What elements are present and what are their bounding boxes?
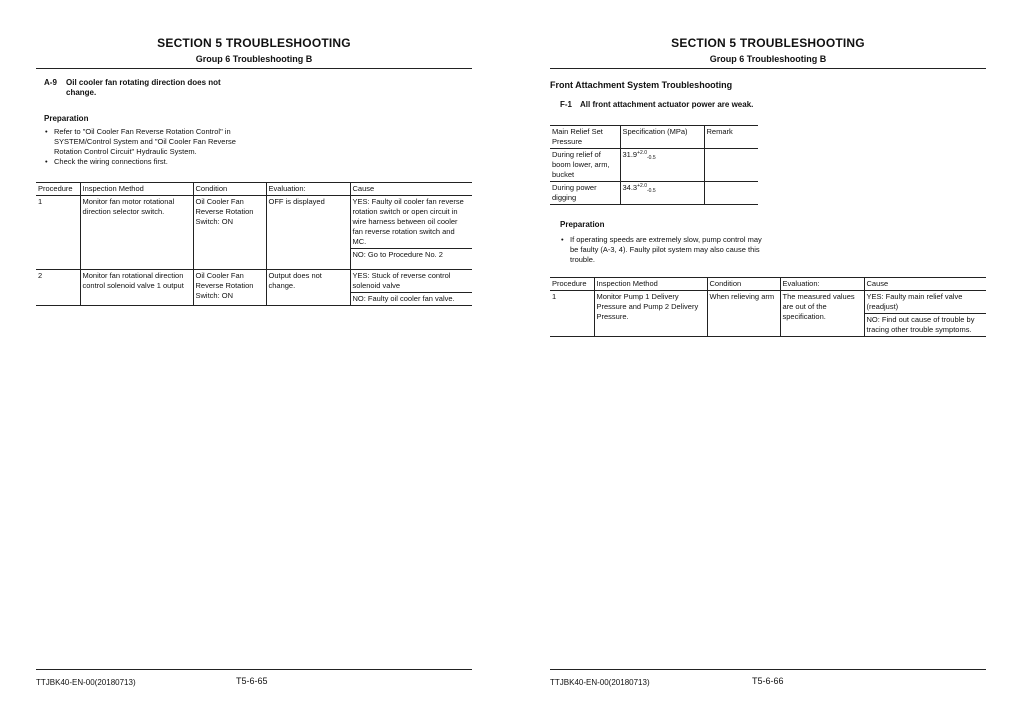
col-header-cause: Cause: [350, 183, 472, 196]
col-header-procedure: Procedure: [36, 183, 80, 196]
item-title: All front attachment actuator power are weak.: [580, 100, 754, 109]
preparation-bullet: • If operating speeds are extremely slow, pump control may be faulty (A-3, 4). Faulty pilot system may also cause this trouble.: [560, 235, 765, 265]
page-number: T5-6-65: [236, 676, 268, 686]
table-row: [36, 196, 472, 270]
table-row: [550, 291, 986, 337]
troubleshooting-table: [550, 277, 986, 337]
condition-cell: When relieving arm: [707, 291, 780, 337]
col-header-inspection: Inspection Method: [594, 278, 707, 291]
item-title-line2: change.: [66, 88, 97, 97]
spec-remark: [704, 149, 758, 182]
item-number: A-9: [44, 78, 57, 87]
spec-tolerance-plus: +2.0: [637, 183, 647, 189]
cause-no: NO: Go to Procedure No. 2: [351, 248, 473, 266]
condition-cell: Oil Cooler Fan Reverse Rotation Switch: ON: [193, 270, 266, 306]
footer-doc-code: TTJBK40-EN-00(20180713): [550, 678, 650, 687]
cause-no: NO: Faulty oil cooler fan valve.: [351, 292, 473, 305]
preparation-list: [560, 235, 765, 265]
condition-cell: Oil Cooler Fan Reverse Rotation Switch: ON: [193, 196, 266, 270]
table-header-row: [550, 278, 986, 291]
preparation-bullet: • Check the wiring connections first.: [44, 157, 252, 167]
header-rule: [550, 68, 986, 69]
table-header-row: [36, 183, 472, 196]
group-title: Group 6 Troubleshooting B: [195, 54, 313, 64]
spec-tolerance-minus: -0.5: [646, 155, 656, 161]
spec-tolerance-minus: -0.5: [646, 188, 656, 194]
table-row: [36, 270, 472, 306]
spec-header-pressure: Main Relief Set Pressure: [550, 126, 620, 149]
right-page: [550, 0, 986, 720]
relief-pressure-table: [550, 125, 758, 205]
header-rule: [36, 68, 472, 69]
col-header-cause: Cause: [864, 278, 986, 291]
preparation-title: Preparation: [44, 114, 89, 123]
section-title: SECTION 5 TROUBLESHOOTING: [157, 36, 351, 50]
preparation-list: [44, 127, 252, 167]
spec-row: [550, 182, 758, 205]
preparation-bullet: • Refer to "Oil Cooler Fan Reverse Rotation Control" in SYSTEM/Control System and "Oil Cooler Fan Reverse Rotation Control Circuit" Hydraulic System.: [44, 127, 252, 157]
inspection-cell: Monitor fan rotational direction control solenoid valve 1 output: [80, 270, 193, 306]
evaluation-cell: The measured values are out of the specification.: [780, 291, 864, 337]
item-title-line1: Oil cooler fan rotating direction does not: [66, 78, 221, 87]
item-heading: [560, 100, 860, 110]
col-header-evaluation: Evaluation:: [780, 278, 864, 291]
spec-label: During power digging: [550, 182, 620, 205]
group-title: Group 6 Troubleshooting B: [709, 54, 827, 64]
col-header-evaluation: Evaluation:: [266, 183, 350, 196]
cause-cell: [350, 270, 472, 306]
left-page: [36, 0, 472, 720]
spec-remark: [704, 182, 758, 205]
spec-value: 31.9: [622, 150, 638, 159]
footer-doc-code: TTJBK40-EN-00(20180713): [36, 678, 136, 687]
cause-cell: [350, 196, 472, 270]
item-number: F-1: [560, 100, 572, 109]
col-header-condition: Condition: [707, 278, 780, 291]
spec-header-row: [550, 126, 758, 149]
section-title: SECTION 5 TROUBLESHOOTING: [671, 36, 865, 50]
spec-row: [550, 149, 758, 182]
spec-header-remark: Remark: [704, 126, 758, 149]
cause-cell: [864, 291, 986, 337]
cause-yes: YES: Faulty main relief valve (readjust): [866, 292, 963, 311]
spec-header-specification: Specification (MPa): [620, 126, 704, 149]
evaluation-cell: OFF is displayed: [266, 196, 350, 270]
procedure-cell: 1: [38, 197, 43, 206]
evaluation-cell: Output does not change.: [266, 270, 350, 306]
item-heading: [44, 78, 304, 100]
col-header-inspection: Inspection Method: [80, 183, 193, 196]
col-header-procedure: Procedure: [550, 278, 594, 291]
spec-label: During relief of boom lower, arm, bucket: [550, 149, 620, 182]
spec-value: 34.3: [622, 183, 638, 192]
cause-yes: YES: Stuck of reverse control solenoid valve: [352, 271, 451, 290]
system-heading: Front Attachment System Troubleshooting: [550, 80, 733, 90]
preparation-title: Preparation: [560, 220, 605, 229]
col-header-condition: Condition: [193, 183, 266, 196]
procedure-cell: 2: [36, 270, 80, 306]
troubleshooting-table: [36, 182, 472, 306]
inspection-cell: Monitor fan motor rotational direction selector switch.: [80, 196, 193, 270]
spec-value-cell: [620, 149, 704, 182]
cause-yes: YES: Faulty oil cooler fan reverse rotation switch or open circuit in wire harness between oil cooler fan reverse rotation switch and MC.: [352, 197, 464, 246]
spec-value-cell: [620, 182, 704, 205]
procedure-cell: 1: [550, 291, 594, 337]
spec-tolerance-plus: +2.0: [637, 150, 647, 156]
inspection-cell: Monitor Pump 1 Delivery Pressure and Pump 2 Delivery Pressure.: [594, 291, 707, 337]
cause-no: NO: Find out cause of trouble by tracing other trouble symptoms.: [865, 313, 987, 336]
footer-rule: [550, 669, 986, 670]
footer-rule: [36, 669, 472, 670]
page-number: T5-6-66: [752, 676, 784, 686]
